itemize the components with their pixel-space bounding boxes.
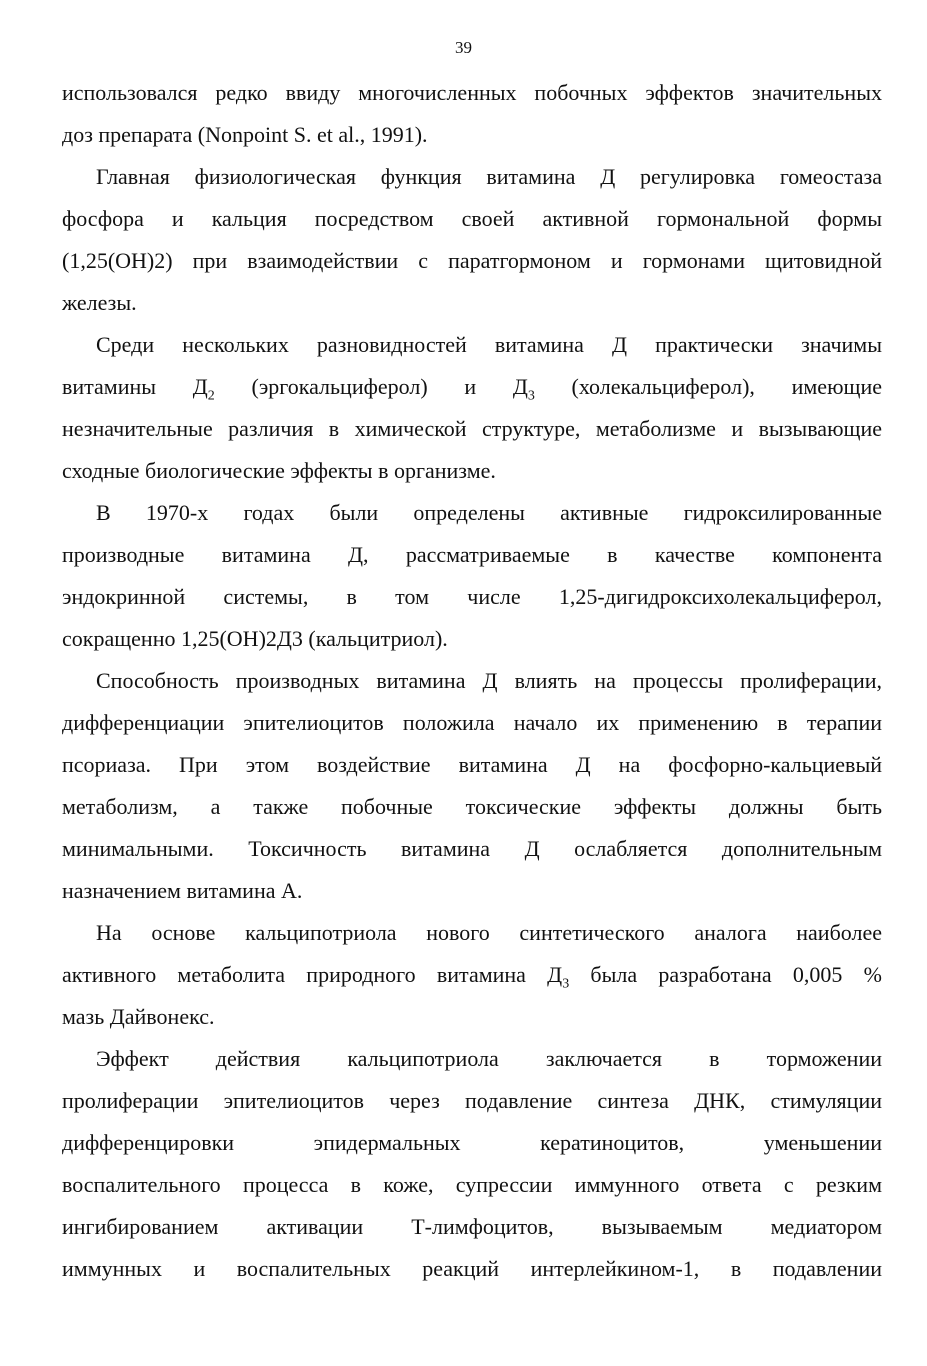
text-line: фосфора и кальция посредством своей активной гормональной формы xyxy=(62,206,882,231)
paragraph xyxy=(62,492,882,660)
text-line: воспалительного процесса в коже, супрессии иммунного ответа с резким xyxy=(62,1172,882,1197)
text-line: назначением витамина А. xyxy=(62,878,303,903)
text-line: пролиферации эпителиоцитов через подавление синтеза ДНК, стимуляции xyxy=(62,1088,882,1113)
text-line: ингибированием активации Т-лимфоцитов, вызываемым медиатором xyxy=(62,1214,882,1239)
text-line: доз препарата (Nonpoint S. et al., 1991). xyxy=(62,122,428,147)
text-line: незначительные различия в химической структуре, метаболизме и вызывающие xyxy=(62,416,882,441)
text-line: В 1970-х годах были определены активные гидроксилированные xyxy=(96,500,882,525)
paragraph xyxy=(62,72,882,156)
paragraph xyxy=(62,660,882,912)
text-line: Способность производных витамина Д влиять на процессы пролиферации, xyxy=(96,668,882,693)
text-line: На основе кальципотриола нового синтетического аналога наиболее xyxy=(96,920,882,945)
paragraph xyxy=(62,324,882,492)
text-line: сходные биологические эффекты в организме. xyxy=(62,458,496,483)
text-line: иммунных и воспалительных реакций интерлейкином-1, в подавлении xyxy=(62,1256,882,1281)
text-line: железы. xyxy=(62,290,137,315)
text-line: активного метаболита природного витамина $Д_3$ была разработана 0,005 % xyxy=(62,962,882,992)
text-line: дифференцировки эпидермальных кератиноцитов, уменьшении xyxy=(62,1130,882,1155)
text-line: Главная физиологическая функция витамина Д регулировка гомеостаза xyxy=(96,164,882,189)
text-line: эндокринной системы, в том числе 1,25-дигидроксихолекальциферол, xyxy=(62,584,882,609)
text-line: Эффект действия кальципотриола заключается в торможении xyxy=(96,1046,882,1071)
paragraph xyxy=(62,1038,882,1290)
text-line: Среди нескольких разновидностей витамина Д практически значимы xyxy=(96,332,882,357)
body-text xyxy=(62,72,882,1290)
paragraph xyxy=(62,912,882,1038)
text-line: (1,25(OH)2) при взаимодействии с паратгормоном и гормонами щитовидной xyxy=(62,248,882,273)
text-line: мазь Дайвонекс. xyxy=(62,1004,215,1029)
text-line: минимальными. Токсичность витамина Д ослабляется дополнительным xyxy=(62,836,882,861)
text-line: витамины $Д_2$ (эргокальциферол) и $Д_3$ (холекальциферол), имеющие xyxy=(62,374,882,404)
text-line: производные витамина Д, рассматриваемые в качестве компонента xyxy=(62,542,882,567)
text-line: дифференциации эпителиоцитов положила начало их применению в терапии xyxy=(62,710,882,735)
text-line: метаболизм, а также побочные токсические эффекты должны быть xyxy=(62,794,882,819)
text-line: псориаза. При этом воздействие витамина Д на фосфорно-кальциевый xyxy=(62,752,882,777)
paragraph xyxy=(62,156,882,324)
text-line: использовался редко ввиду многочисленных побочных эффектов значительных xyxy=(62,80,882,105)
text-line: сокращенно 1,25(OH)2Д3 (кальцитриол). xyxy=(62,626,448,651)
page-number: 39 xyxy=(455,38,472,57)
